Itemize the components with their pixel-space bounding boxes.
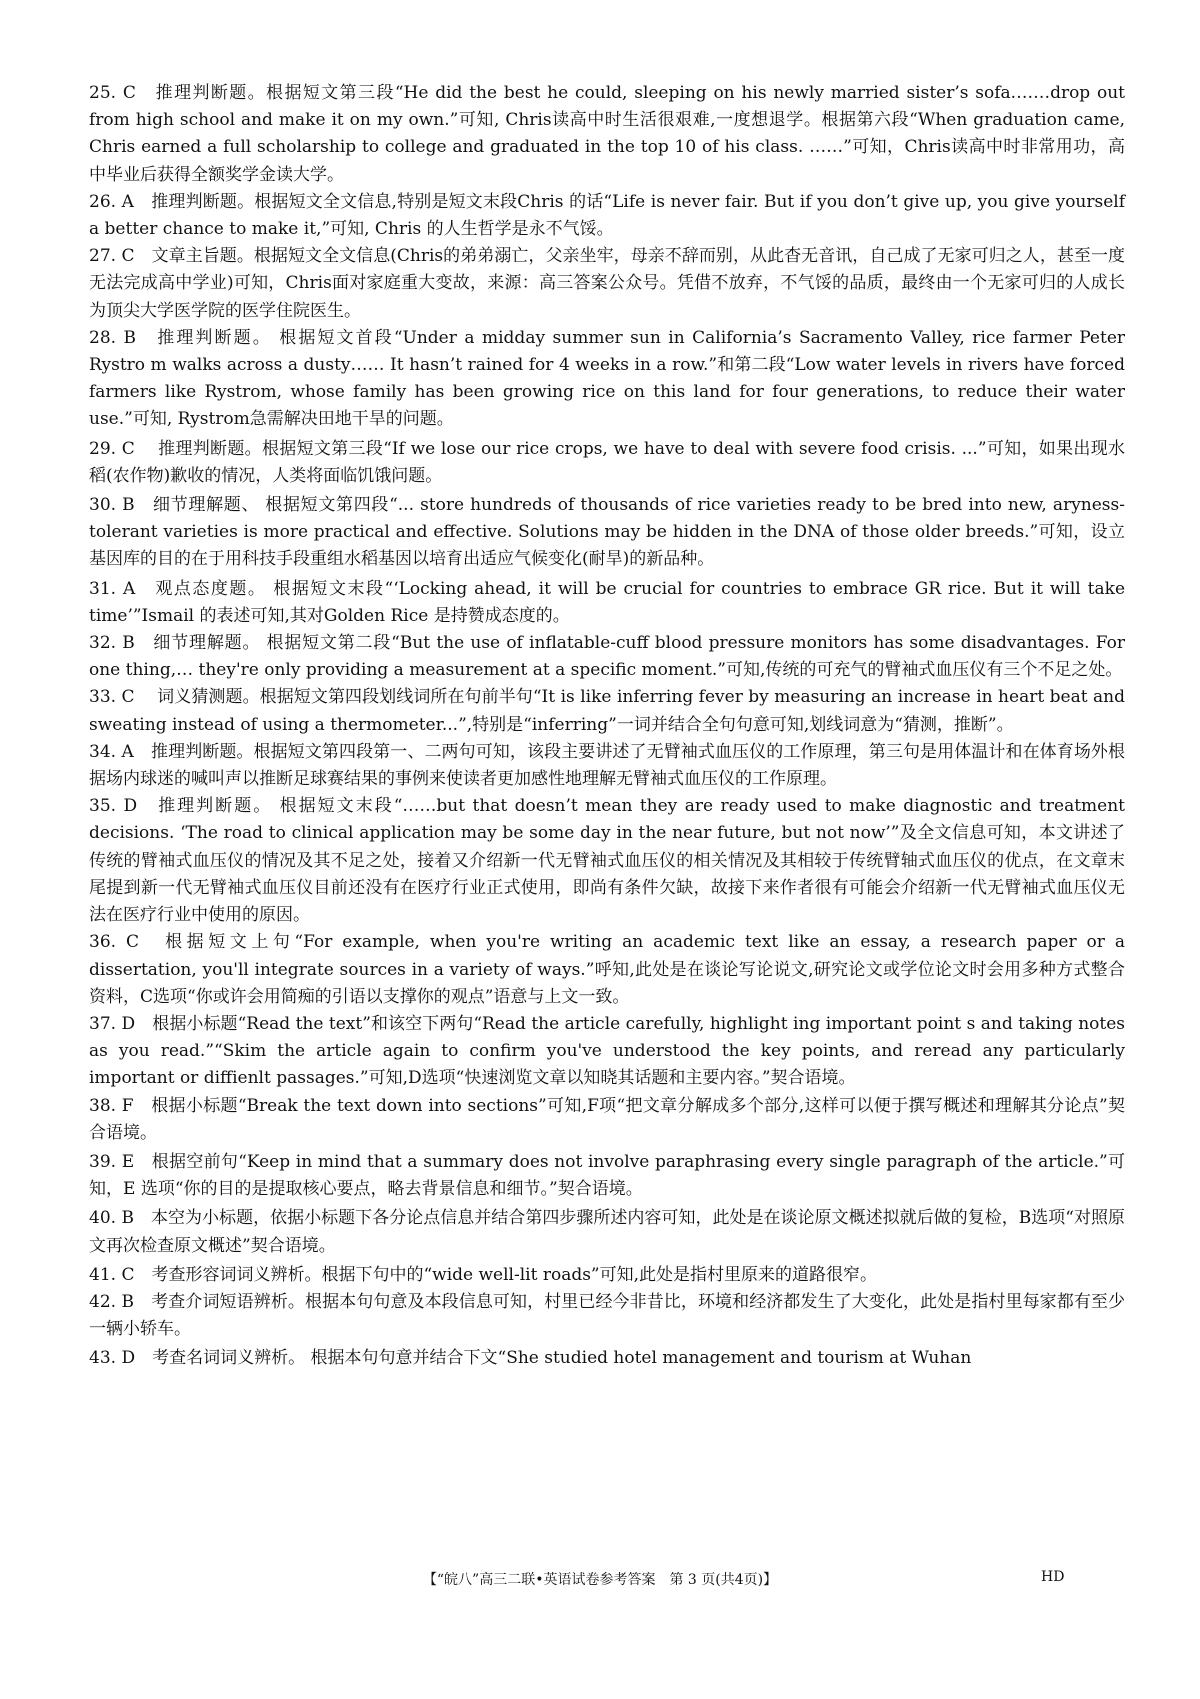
answer-item-35 — [89, 793, 1125, 929]
answer-letter: A — [122, 578, 136, 599]
answer-item-39 — [89, 1149, 1125, 1203]
answer-number: 43. — [89, 1348, 117, 1369]
answer-item-31 — [89, 576, 1125, 630]
answer-explanation: 细节理解题。 根据短文第二段“But the use of inflatable-cuff blood pressure monitors has some disadvantages. For one thing,… they're only providing a measurement at a specific moment.”可知,传统的可充气的臂袖式血压仪有三个不足之处。 — [89, 633, 1125, 681]
answer-number: 40. — [89, 1208, 117, 1229]
answer-explanation: 根据小标题“Read the text”和该空下两句“Read the article carefully, highlight ing important point s and taking notes as you read.”“Skim the article again to confirm you've understood the key points, and reread any particularly important or diffienlt passages.”可知,D选项“快速浏览文章以知晓其话题和主要内容。”契合语境。 — [89, 1013, 1126, 1089]
answer-explanation: 推理判断题。根据短文第三段“He did the best he could, sleeping on his newly married sister’s sofa.……drop out from high school and make it on my own.”可知, Chris读高中时生活很艰难,一度想退学。根据第六段“When graduation came, Chris earned a full scholarship to college and graduated in the top 10 of his class. ……”可知，Chris读高中时非常用功，高中毕业后获得全额奖学金读大学。 — [89, 83, 1126, 185]
answer-item-41 — [89, 1262, 1125, 1289]
answer-explanation: 词义猜测题。根据短文第四段划线词所在句前半句“It is like inferring fever by measuring an increase in heart beat and sweating instead of using a thermometer...”,特别是“inferring”一词并结合全句句意可知,划线词意为“猜测，推断”。 — [89, 687, 1125, 735]
answer-letter: B — [121, 1208, 134, 1229]
answer-letter: C — [121, 246, 135, 267]
answer-letter: C — [122, 83, 136, 103]
answer-key-page — [89, 80, 1125, 1373]
answer-item-43 — [89, 1345, 1125, 1372]
answer-explanation: 细节理解题、 根据短文第四段“... store hundreds of thousands of rice varieties ready to be bred into new, aryness-tolerant varieties is more practical and effective. Solutions may be hidden in the DNA of those older breeds.”可知，设立基因库的目的在于用科技手段重组水稻基因以培育出适应气候变化(耐旱)的新品种。 — [89, 495, 1125, 570]
answer-letter: D — [123, 796, 138, 817]
answer-number: 41. — [89, 1264, 117, 1285]
answer-letter: D — [121, 1013, 136, 1034]
answer-item-36 — [89, 929, 1125, 1011]
answer-number: 38. — [89, 1095, 117, 1116]
answer-item-30 — [89, 492, 1125, 574]
answer-item-40 — [89, 1205, 1125, 1259]
answer-number: 26. — [89, 191, 117, 212]
answer-explanation: 推理判断题。根据短文第三段“If we lose our rice crops, we have to deal with severe food crisis. ...”可知，如果出现水稻(农作物)歉收的情况，人类将面临饥饿问题。 — [89, 438, 1126, 486]
answer-number: 31. — [89, 578, 117, 599]
answer-explanation: 根据空前句“Keep in mind that a summary does not involve paraphrasing every single paragraph of the article.”可知，E 选项“你的目的是提取核心要点，略去背景信息和细节。”契合语境。 — [89, 1151, 1126, 1200]
answer-letter: A — [121, 741, 134, 762]
answer-letter: A — [121, 191, 134, 212]
answer-item-38 — [89, 1093, 1125, 1147]
answer-explanation: 文章主旨题。根据短文全文信息(Chris的弟弟溺亡，父亲坐牢，母亲不辞而别，从此杳无音讯，自己成了无家可归之人，甚至一度无法完成高中学业)可知，Chris面对家庭重大变故，来源：高三答案公众号。凭借不放弃，不气馁的品质，最终由一个无家可归的人成长为顶尖大学医学院的医学住院医生。 — [89, 246, 1125, 321]
answer-number: 33. — [89, 687, 117, 708]
answer-number: 30. — [89, 495, 117, 516]
answer-number: 32. — [89, 633, 117, 654]
answer-item-26 — [89, 189, 1125, 243]
answer-explanation: 考查形容词词义辨析。根据下句中的“wide well-lit roads”可知,此处是指村里原来的道路很窄。 — [151, 1264, 878, 1285]
answer-number: 37. — [89, 1013, 117, 1034]
answer-explanation: 推理判断题。根据短文全文信息,特别是短文末段Chris 的话“Life is never fair. But if you don’t give up, you give yourself a better chance to make it,”可知, Chris 的人生哲学是永不气馁。 — [89, 191, 1126, 240]
answer-item-33 — [89, 684, 1125, 738]
answer-letter: C — [126, 932, 140, 953]
answer-number: 42. — [89, 1291, 117, 1312]
answer-number: 28. — [89, 327, 117, 348]
answer-explanation: 考查名词词义辨析。 根据本句句意并结合下文“She studied hotel management and tourism at Wuhan — [152, 1348, 972, 1369]
answer-explanation: 推理判断题。 根据短文首段“Under a midday summer sun in California’s Sacramento Valley, rice farmer Peter Rystro m walks across a dusty…… It hasn’t rained for 4 weeks in a row.”和第二段“Low water levels in rivers have forced farmers like Rystrom, whose family has been growing rice on this land for four generations, to reduce their water use.”可知, Rystrom急需解决田地干旱的问题。 — [89, 327, 1126, 430]
answer-explanation: 根据短文上句“For example, when you're writing an academic text like an essay, a research paper or a dissertation, you'll integrate sources in a variety of ways.”呼知,此处是在谈论写论说文,研究论文或学位论文时会用多种方式整合资料，C选项“你或许会用简痴的引语以支撑你的观点”语意与上文一致。 — [89, 932, 1125, 1007]
answer-letter: C — [121, 687, 135, 708]
footer-title: 【“皖八”高三二联•英语试卷参考答案 第 3 页(共4页)】 — [422, 1572, 778, 1588]
answer-item-29 — [89, 436, 1125, 490]
answer-item-28 — [89, 325, 1125, 434]
answer-letter: F — [121, 1095, 134, 1116]
answer-number: 39. — [89, 1151, 117, 1172]
answer-item-25 — [89, 80, 1125, 189]
answer-letter: B — [121, 1291, 135, 1312]
answer-letter: B — [122, 495, 135, 516]
answer-number: 34. — [89, 741, 117, 762]
answer-letter: C — [121, 1264, 135, 1285]
answer-letter: B — [122, 633, 135, 654]
answer-number: 25. — [89, 83, 117, 103]
answer-number: 36. — [89, 932, 117, 953]
answer-item-34 — [89, 739, 1125, 793]
answer-explanation: 本空为小标题，依据小标题下各分论点信息并结合第四步骤所述内容可知，此处是在谈论原文概述拟就后做的复检，B选项“对照原文再次检查原文概述”契合语境。 — [89, 1208, 1125, 1256]
answer-letter: C — [121, 438, 135, 459]
footer-code: HD — [1041, 1569, 1065, 1585]
answer-number: 27. — [89, 246, 117, 267]
answer-number: 29. — [89, 438, 117, 459]
answer-explanation: 推理判断题。根据短文第四段第一、二两句可知，该段主要讲述了无臂袖式血压仪的工作原理，第三句是用体温计和在体育场外根据场内球迷的喊叫声以推断足球赛结果的事例来使读者更加感性地理解无臂袖式血压仪的工作原理。 — [89, 741, 1126, 790]
answer-item-42 — [89, 1289, 1125, 1343]
answer-explanation: 考查介词短语辨析。根据本句句意及本段信息可知，村里已经今非昔比，环境和经济都发生了大变化，此处是指村里每家都有至少一辆小轿车。 — [89, 1291, 1126, 1340]
answer-explanation: 观点态度题。 根据短文末段“‘Locking ahead, it will be crucial for countries to embrace GR rice. But it will take time’”Ismail 的表述可知,其对Golden Rice 是持赞成态度的。 — [89, 578, 1126, 626]
answer-letter: B — [123, 327, 137, 348]
answer-letter: D — [121, 1348, 136, 1369]
answer-item-32 — [89, 630, 1125, 684]
answer-item-27 — [89, 243, 1125, 325]
answer-explanation: 推理判断题。 根据短文末段“……but that doesn’t mean they are ready used to make diagnostic and treatment decisions. ‘The road to clinical application may be some day in the near future, but not now’”及全文信息可知，本文讲述了传统的臂袖式血压仪的情况及其不足之处，接着又介绍新一代无臂袖式血压仪的相关情况及其相较于传统臂轴式血压仪的优点，在文章末尾提到新一代无臂袖式血压仪目前还没有在医疗行业正式使用，即尚有条件欠缺，故接下来作者很有可能会介绍新一代无臂袖式血压仪无法在医疗行业中使用的原因。 — [89, 796, 1125, 926]
answer-explanation: 根据小标题“Break the text down into sections”可知,F项“把文章分解成多个部分,这样可以便于撰写概述和理解其分论点”契合语境。 — [89, 1095, 1125, 1143]
answer-item-37 — [89, 1011, 1125, 1093]
answer-letter: E — [121, 1151, 135, 1172]
answer-number: 35. — [89, 796, 117, 817]
